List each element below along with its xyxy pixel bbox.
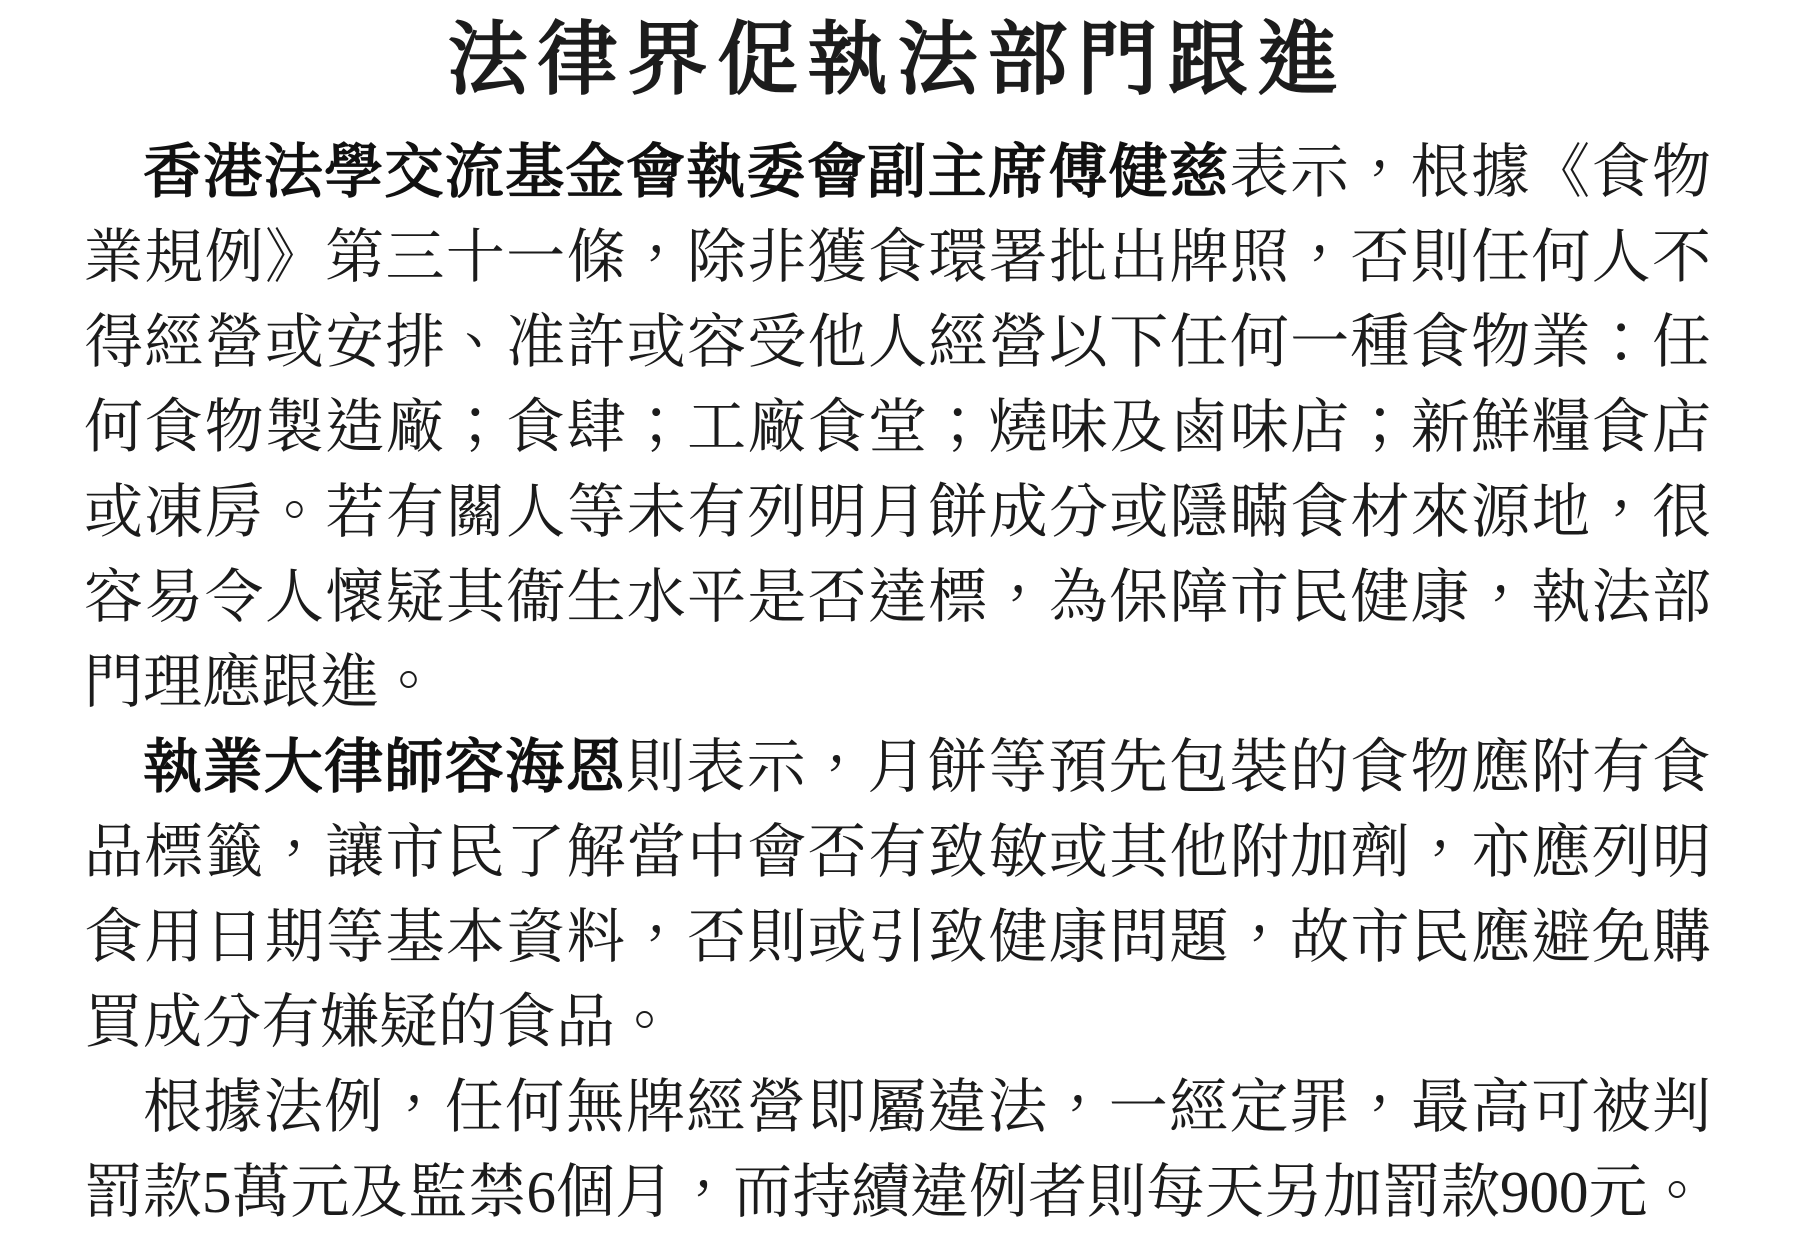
- paragraph-3: [84, 1065, 1711, 1235]
- paragraph-2: [84, 725, 1711, 1065]
- paragraph-1: [84, 130, 1711, 725]
- paragraph-1-text: 表示，根據《食物業規例》第三十一條，除非獲食環署批出牌照，否則任何人不得經營或安排、准許或容受他人經營以下任何一種食物業：任何食物製造廠；食肆；工廠食堂；燒味及鹵味店；新鮮糧食店或凍房。若有關人等未有列明月餅成分或隱瞞食材來源地，很容易令人懷疑其衞生水平是否達標，為保障市民健康，執法部門理應跟進。: [84, 139, 1711, 715]
- paragraph-3-text: 根據法例，任何無牌經營即屬違法，一經定罪，最高可被判罰款5萬元及監禁6個月，而持續違例者則每天另加罰款900元。: [84, 1074, 1711, 1225]
- paragraph-2-lead: 執業大律師容海恩: [143, 734, 626, 800]
- paragraph-2-text: 則表示，月餅等預先包裝的食物應附有食品標籤，讓市民了解當中會否有致敏或其他附加劑，亦應列明食用日期等基本資料，否則或引致健康問題，故市民應避免購買成分有嫌疑的食品。: [84, 734, 1711, 1055]
- page-title: 法律界促執法部門跟進: [447, 15, 1348, 104]
- paragraph-1-lead: 香港法學交流基金會執委會副主席傅健慈: [143, 139, 1230, 205]
